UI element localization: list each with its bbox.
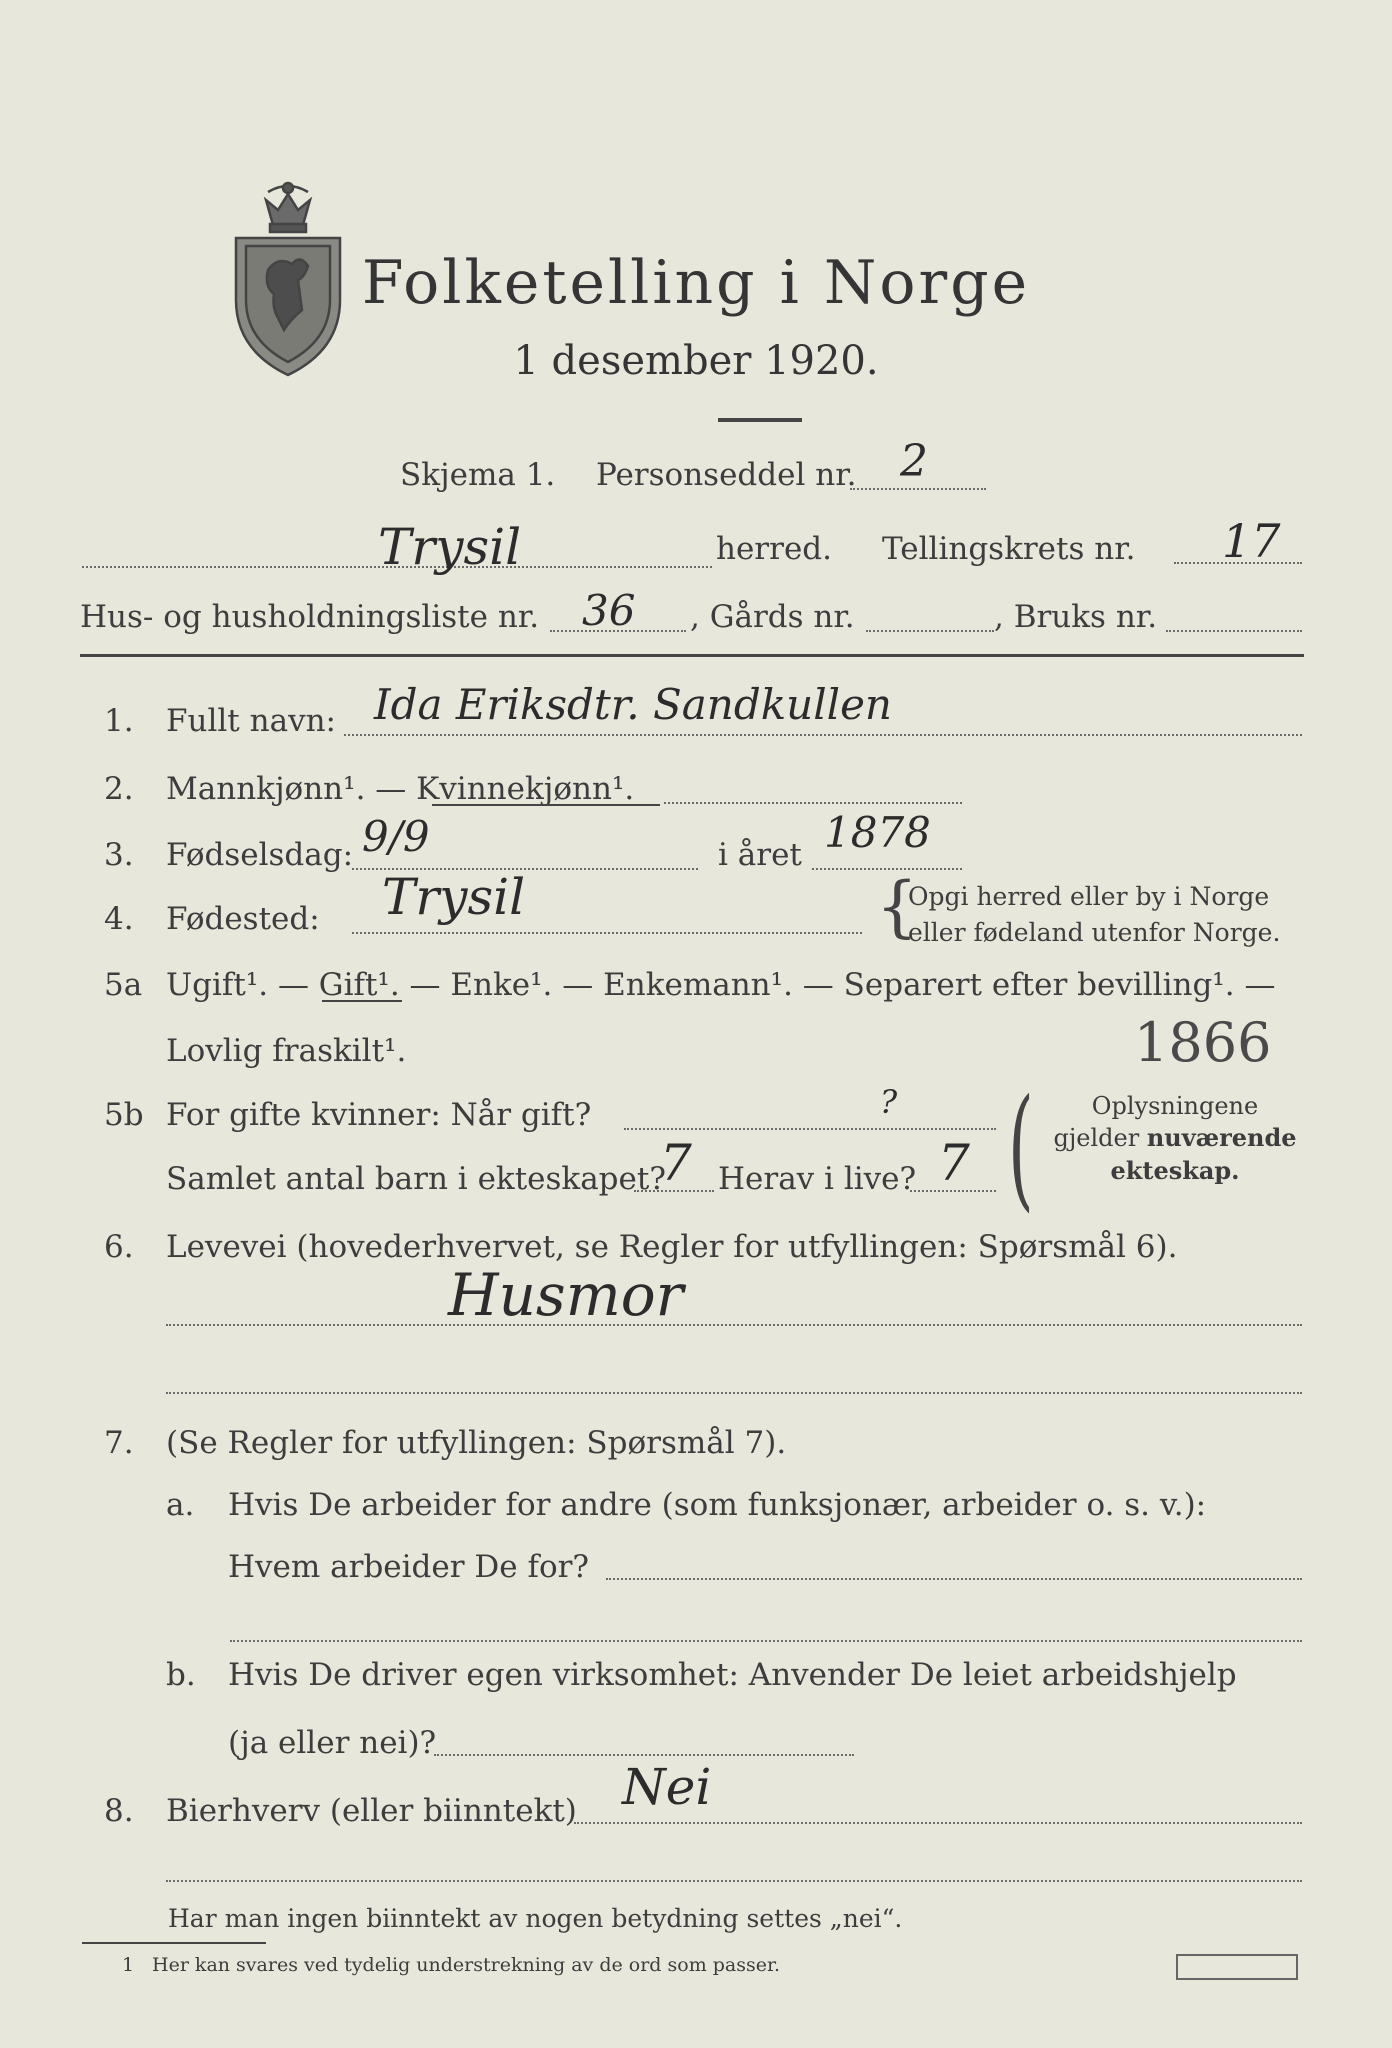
q2-field-line [664, 802, 962, 804]
bruks-label: , Bruks nr. [994, 599, 1158, 635]
q5a-margin-value: 1866 [1134, 1011, 1272, 1074]
q5b-alive-value: 7 [938, 1134, 970, 1192]
q7b-number: b. [166, 1657, 196, 1693]
q8-side-income-value: Nei [622, 1758, 712, 1816]
q7a-field-line-1 [606, 1578, 1302, 1580]
q7-number: 7. [104, 1425, 134, 1461]
q5b-children-value: 7 [660, 1134, 692, 1192]
q8-field-line-1 [574, 1822, 1302, 1824]
tellingskrets-label: Tellingskrets nr. [882, 531, 1136, 567]
q5a-marital-options: Ugift¹. — Gift¹. — Enke¹. — Enkemann¹. — Separert efter bevilling¹. — [166, 967, 1276, 1003]
q7a-field-line-2 [230, 1640, 1302, 1642]
q4-number: 4. [104, 901, 134, 937]
q7a-line1: Hvis De arbeider for andre (som funksjonær, arbeider o. s. v.): [228, 1487, 1207, 1523]
footer-note: Har man ingen biinntekt av nogen betydning settes „nei“. [168, 1904, 903, 1933]
q1-number: 1. [104, 703, 134, 739]
q7b-field-line [434, 1754, 854, 1756]
q6-field-line-1 [166, 1324, 1302, 1326]
schema-label: Skjema 1. [400, 457, 556, 493]
q5b-note-line2: gjelder [1053, 1124, 1140, 1153]
q1-full-name-value: Ida Eriksdtr. Sandkullen [374, 680, 892, 729]
footnote-text: Her kan svares ved tydelig understrekning av de ord som passer. [152, 1954, 781, 1976]
q7-label: (Se Regler for utfyllingen: Spørsmål 7). [166, 1425, 787, 1461]
q6-occupation-value: Husmor [448, 1261, 684, 1329]
tellingskrets-value: 17 [1222, 514, 1281, 568]
q3-label: Fødselsdag: [166, 837, 354, 873]
q5b-line1: For gifte kvinner: Når gift? [166, 1097, 592, 1133]
q5b-when-field-line [624, 1128, 996, 1130]
q4-birthplace-value: Trysil [382, 868, 526, 926]
q5b-note-brace: ( [1008, 1071, 1034, 1225]
q8-field-line-2 [166, 1880, 1302, 1882]
q5b-number: 5b [104, 1097, 144, 1133]
form-title: Folketelling i Norge [361, 248, 1031, 318]
bruks-field-line [1166, 630, 1302, 632]
census-date: 1 desember 1920. [513, 338, 879, 384]
q4-note-line2: eller fødeland utenfor Norge. [908, 918, 1281, 947]
q6-label: Levevei (hovederhvervet, se Regler for utfyllingen: Spørsmål 6). [166, 1229, 1178, 1265]
q5a-number: 5a [104, 967, 143, 1003]
q4-label: Fødested: [166, 901, 320, 937]
footnote-divider [82, 1942, 266, 1944]
q3-year-label: i året [718, 837, 802, 873]
q6-number: 6. [104, 1229, 134, 1265]
q8-label: Bierhverv (eller biinntekt) [166, 1793, 577, 1829]
q2-gender-options: Mannkjønn¹. — Kvinnekjønn¹. [166, 771, 635, 807]
q1-field-line [344, 734, 1302, 736]
q5b-note-line3: ekteskap. [1110, 1155, 1240, 1185]
gards-field-line [866, 630, 994, 632]
q5b-when-value: ? [880, 1083, 898, 1121]
herred-value: Trysil [378, 518, 522, 576]
q5a-line2: Lovlig fraskilt¹. [166, 1033, 407, 1069]
q7a-line2: Hvem arbeider De for? [228, 1549, 590, 1585]
footnote-number: 1 [122, 1954, 135, 1976]
gards-label: , Gårds nr. [690, 599, 855, 635]
printer-stamp [1176, 1954, 1298, 1980]
q4-field-line [352, 932, 862, 934]
q8-number: 8. [104, 1793, 134, 1829]
q6-field-line-2 [166, 1392, 1302, 1394]
q2-selected-underline [432, 804, 660, 806]
q5a-selected-underline [322, 1000, 402, 1002]
q5b-note-line1: Oplysningene [1091, 1092, 1259, 1120]
personseddel-field-line [850, 488, 986, 490]
husliste-label: Hus- og husholdningsliste nr. [80, 599, 540, 635]
q3-year-value: 1878 [824, 808, 931, 857]
q5b-alive-label: Herav i live? [718, 1161, 917, 1197]
husliste-value: 36 [582, 586, 636, 635]
q7a-number: a. [166, 1487, 195, 1523]
personseddel-label: Personseddel nr. [596, 457, 857, 493]
q4-note-brace: { [876, 868, 918, 945]
section-divider [80, 654, 1304, 657]
q3-birthday-value: 9/9 [362, 812, 430, 861]
q1-label: Fullt navn: [166, 703, 336, 739]
q5b-note [1040, 1090, 1310, 1187]
herred-label: herred. [716, 531, 832, 567]
q4-note-line1: Opgi herred eller by i Norge [908, 882, 1270, 911]
q7b-line1: Hvis De driver egen virksomhet: Anvender De leiet arbeidshjelp [228, 1657, 1237, 1693]
personseddel-value: 2 [900, 436, 928, 487]
title-divider [718, 418, 802, 422]
q3-number: 3. [104, 837, 134, 873]
q2-number: 2. [104, 771, 134, 807]
q5b-line2: Samlet antal barn i ekteskapet? [166, 1161, 666, 1197]
q5b-note-bold: nuværende [1146, 1123, 1297, 1153]
q7b-line2: (ja eller nei)? [228, 1725, 437, 1761]
